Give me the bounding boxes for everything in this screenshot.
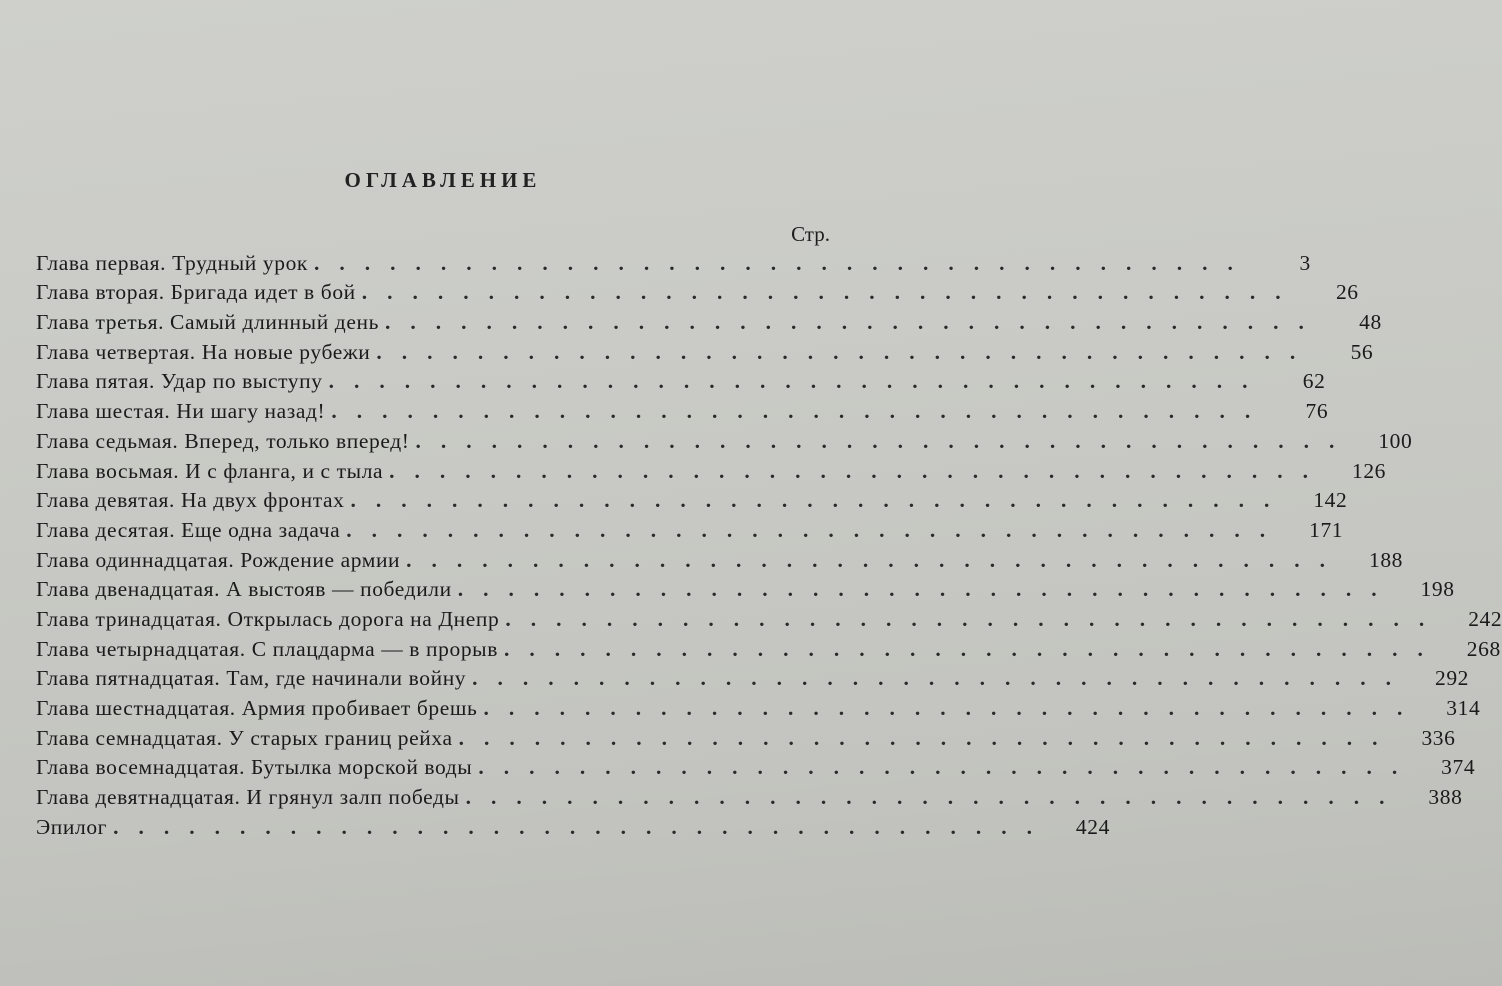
toc-entry-page: 336: [1421, 725, 1456, 750]
toc-entry-page: 126: [1351, 458, 1387, 483]
toc-entry: [36, 632, 1501, 662]
dot-leader: .....................................: [384, 310, 1324, 335]
toc-entry: [36, 602, 1502, 632]
toc-entry: [36, 691, 1481, 721]
toc-entry-title: Глава девятнадцатая. И грянул залп победы: [36, 785, 460, 810]
toc-entry-title: Глава восемнадцатая. Бутылка морской воды: [36, 755, 473, 780]
toc-entry: [36, 454, 1387, 484]
toc-entry: [36, 246, 1311, 276]
toc-entry-title: Глава третья. Самый длинный день: [36, 310, 379, 335]
dot-leader: .....................................: [313, 250, 1253, 275]
dot-leader: .....................................: [389, 458, 1329, 483]
toc-entry: [36, 573, 1455, 603]
dot-leader: .....................................: [415, 428, 1355, 453]
dot-leader: .....................................: [457, 577, 1397, 602]
page-column-label: Стр.: [791, 222, 830, 246]
toc-entry-title: Глава тринадцатая. Открылась дорога на Днепр: [36, 606, 500, 631]
dot-leader: .....................................: [346, 517, 1286, 542]
toc-entry-page: 188: [1368, 547, 1404, 572]
toc-entry-page: 171: [1309, 517, 1344, 542]
toc-entry-page: 198: [1420, 577, 1455, 602]
dot-leader: .....................................: [350, 488, 1290, 513]
toc-entry: [36, 543, 1404, 573]
dot-leader: .....................................: [113, 814, 1052, 839]
toc-entry: [36, 662, 1470, 692]
toc-entry-page: 76: [1305, 399, 1329, 424]
dot-leader: .....................................: [483, 696, 1423, 720]
dot-leader: .....................................: [478, 755, 1418, 780]
toc-entry-title: Глава шестая. Ни шагу назад!: [36, 399, 326, 424]
toc-entry-page: 242: [1468, 606, 1502, 631]
toc-entry-page: 424: [1075, 814, 1110, 839]
table-of-contents: [36, 246, 1502, 840]
dot-leader: .....................................: [503, 636, 1443, 661]
toc-entry-page: 388: [1428, 785, 1463, 810]
toc-entry: [36, 780, 1463, 810]
toc-entry-page: 100: [1378, 428, 1413, 453]
toc-entry: [36, 513, 1344, 543]
dot-leader: .....................................: [331, 399, 1271, 424]
toc-entry: [36, 751, 1476, 781]
toc-entry-title: Глава шестнадцатая. Армия пробивает брешь: [36, 696, 478, 720]
toc-entry-title: Глава четырнадцатая. С плацдарма — в прорыв: [36, 636, 498, 661]
dot-leader: .....................................: [406, 547, 1346, 572]
dot-leader: .....................................: [361, 280, 1301, 305]
toc-entry-page: 374: [1441, 755, 1476, 780]
toc-entry-title: Глава двенадцатая. А выстояв — победили: [36, 577, 452, 602]
dot-leader: .....................................: [376, 339, 1316, 364]
toc-entry-title: Глава одиннадцатая. Рождение армии: [36, 547, 401, 572]
toc-entry-title: Глава семнадцатая. У старых границ рейха: [36, 725, 453, 750]
dot-leader: .....................................: [505, 606, 1445, 631]
toc-entry-page: 292: [1434, 666, 1470, 691]
dot-leader: .....................................: [458, 725, 1398, 750]
toc-entry-page: 48: [1359, 310, 1382, 335]
toc-entry-title: Глава первая. Трудный урок: [36, 250, 308, 275]
toc-entry: [36, 365, 1326, 395]
toc-entry: [36, 394, 1329, 424]
toc-entry-title: Глава десятая. Еще одна задача: [36, 517, 341, 542]
toc-entry-page: 314: [1446, 696, 1481, 720]
toc-entry-title: Глава пятая. Удар по выступу: [36, 369, 323, 394]
toc-entry-page: 3: [1299, 250, 1311, 275]
dot-leader: .....................................: [328, 369, 1268, 394]
toc-entry-title: Эпилог: [36, 814, 108, 839]
toc-entry-page: 268: [1466, 636, 1501, 661]
toc-entry-title: Глава восьмая. И с фланга, и с тыла: [36, 458, 384, 483]
toc-entry-page: 56: [1350, 339, 1374, 364]
toc-entry: [36, 721, 1456, 751]
toc-entry: [36, 276, 1359, 306]
dot-leader: .....................................: [472, 666, 1412, 691]
toc-entry: [36, 484, 1348, 514]
toc-entry-page: 26: [1335, 280, 1359, 305]
toc-entry-title: Глава четвертая. На новые рубежи: [36, 339, 371, 364]
toc-entry-title: Глава девятая. На двух фронтах: [36, 488, 345, 513]
toc-entry-page: 62: [1302, 369, 1326, 394]
toc-entry: [36, 335, 1374, 365]
toc-entry: [36, 810, 1110, 840]
toc-entry-title: Глава седьмая. Вперед, только вперед!: [36, 428, 410, 453]
page-title: ОГЛАВЛЕНИЕ: [344, 168, 542, 192]
dot-leader: .....................................: [465, 785, 1405, 810]
toc-entry-page: 142: [1313, 488, 1348, 513]
toc-entry-title: Глава пятнадцатая. Там, где начинали войну: [36, 666, 467, 691]
toc-entry: [36, 424, 1413, 454]
toc-entry-title: Глава вторая. Бригада идет в бой: [36, 280, 356, 305]
toc-entry: [36, 305, 1382, 335]
